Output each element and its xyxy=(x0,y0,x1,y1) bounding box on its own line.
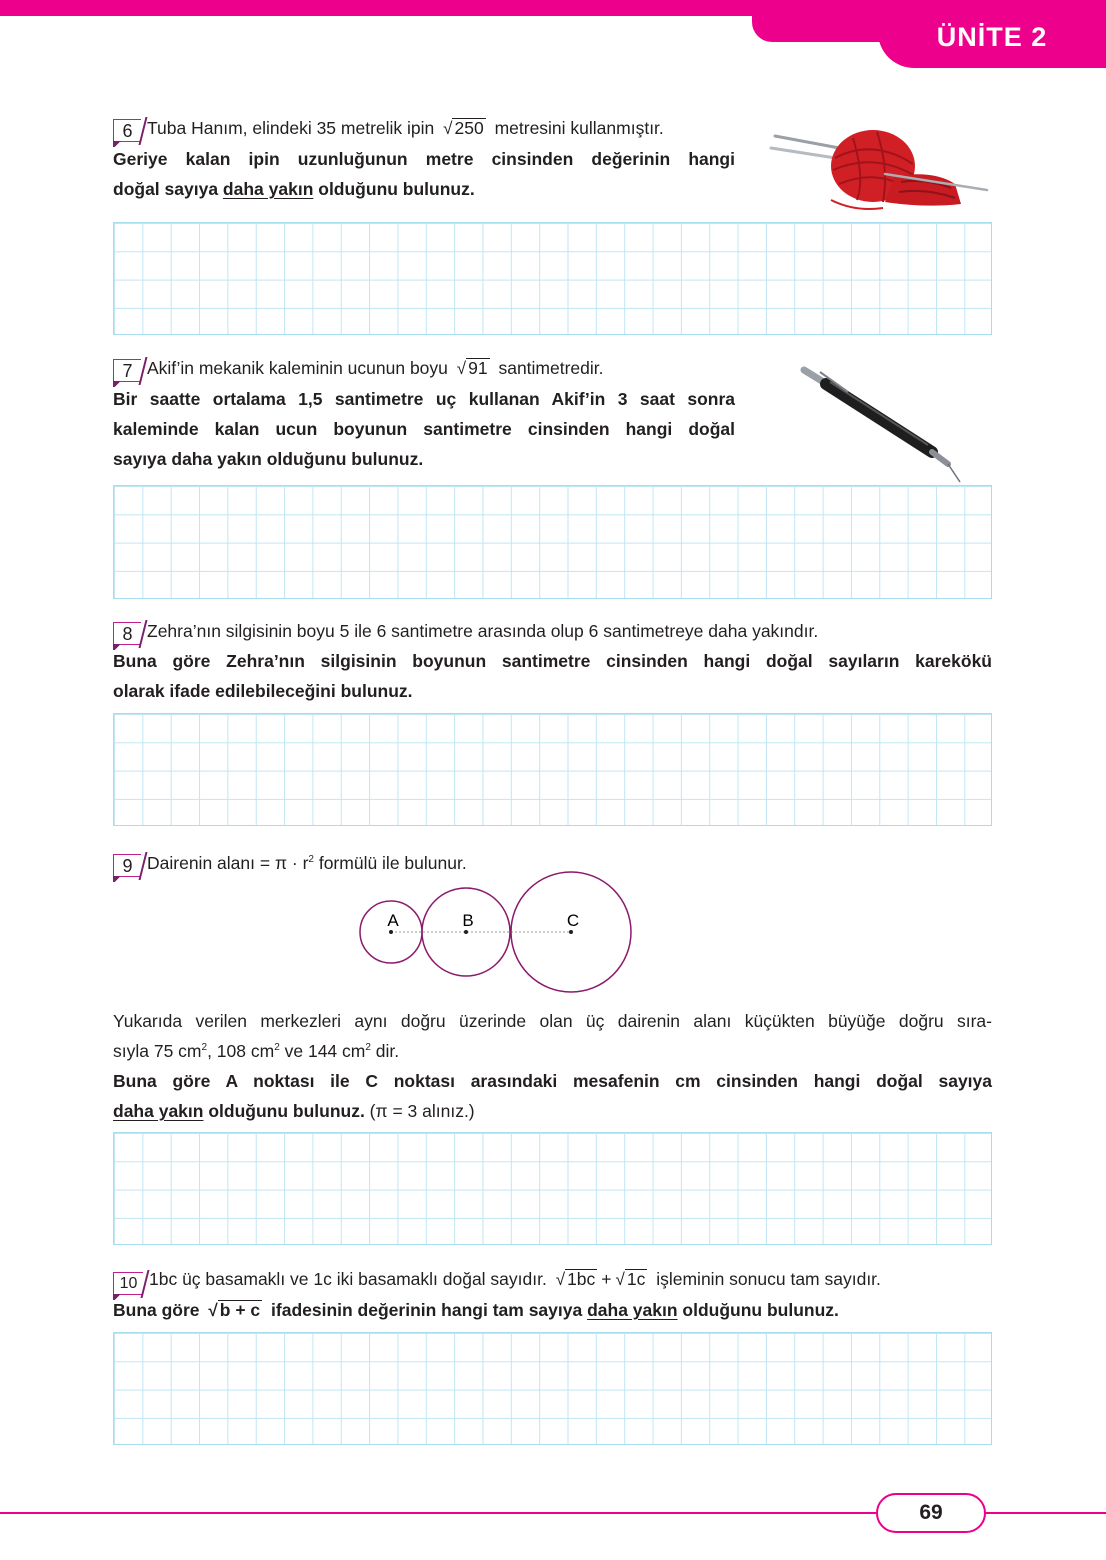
question-9-intro: 9 Dairenin alanı = $\pi \cdot r^2$ formülü ile bulunur. xyxy=(113,848,992,878)
page-number: 69 xyxy=(876,1493,986,1533)
yarn-ball-illustration xyxy=(765,118,995,218)
question-number: 7 xyxy=(113,359,141,382)
question-number: 8 xyxy=(113,622,141,645)
unit-label: ÜNİTE 2 xyxy=(936,21,1048,52)
square-root: √ 1bc xyxy=(555,1269,596,1289)
answer-grid[interactable] xyxy=(113,485,992,599)
square-root: √ 91 xyxy=(456,358,488,378)
square-root: √ 1c xyxy=(615,1269,646,1289)
question-number: 9 xyxy=(113,854,141,877)
answer-grid[interactable] xyxy=(113,222,992,335)
square-root: √ 250 xyxy=(443,118,484,138)
circles-diagram xyxy=(355,868,640,1000)
answer-grid[interactable] xyxy=(113,1132,992,1245)
question-9-body: Yukarıda verilen merkezleri aynı doğru üzerinde olan üç dairenin alanı küçükten büyüğe doğru sıra- sıyla 75 $cm^2$, 108 $cm^2$ ve 144 $cm^2$ dir. Buna göre A noktası ile C noktası arasındaki mesafenin cm cinsinden hangi doğal sayıya daha yakın olduğunu bulunuz. (π = 3 alınız.) xyxy=(113,1011,992,1121)
mechanical-pencil-illustration xyxy=(790,356,970,486)
question-number: 10 xyxy=(113,1272,143,1295)
question-8: 8 Zehra’nın silgisinin boyu 5 ile 6 santimetre arasında olup 6 santimetreye daha yakındır. Buna göre Zehra’nın silgisinin boyunun santimetre cinsinden hangi doğal sayıların karekökü olarak ifade edilebileceğini bulunuz. xyxy=(113,621,992,701)
question-6: 6 Tuba Hanım, elindeki 35 metrelik ipin √ 250 metresini kullanmıştır. Geriye kalan ipin uzunluğunun metre cinsinden değerinin hangi doğal sayıya daha yakın olduğunu bulunuz. xyxy=(113,113,735,204)
unit-tab xyxy=(878,0,1106,68)
question-number: 6 xyxy=(113,119,141,142)
label-c: C xyxy=(566,911,580,930)
question-10: 10 1bc üç basamaklı ve 1c iki basamaklı doğal sayıdır. √ 1bc + √ 1c işleminin sonucu tam sayıdır. Buna göre √ b + c ifadesinin değerinin hangi tam sayıya daha yakın olduğunu bulunuz. xyxy=(113,1264,992,1326)
question-7: 7 Akif’in mekanik kaleminin ucunun boyu √ 91 santimetredir. Bir saatte ortalama 1,5 santimetre uç kullanan Akif’in 3 saat sonra kaleminde kalan ucun boyunun santimetre cinsinden hangi doğal sayıya daha yakın olduğunu bulunuz. xyxy=(113,353,735,474)
answer-grid[interactable] xyxy=(113,1332,992,1445)
label-a: A xyxy=(387,911,399,930)
label-b: B xyxy=(462,911,474,930)
square-root: √ b + c xyxy=(208,1300,261,1320)
answer-grid[interactable] xyxy=(113,713,992,826)
